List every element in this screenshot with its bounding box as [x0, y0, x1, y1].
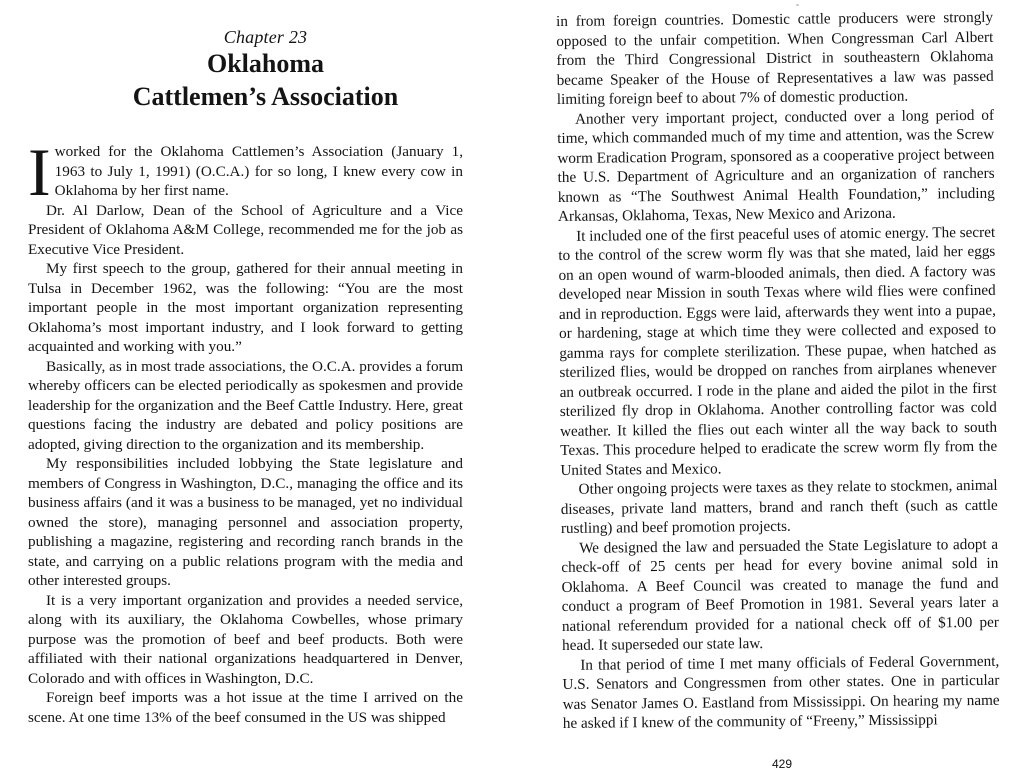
paragraph: Another very important project, conducted over a long period of time, which commanded much of my time and attention, was the Screw worm Eradication Program, sponsored as a cooperative project between the U.S. Department of Agriculture and an organization of ranchers known as “The Southwest Animal Health Foundation,” including Arkansas, Oklahoma, Texas, New Mexico and Arizona. — [557, 106, 995, 225]
paragraph: Basically, as in most trade associations, the O.C.A. provides a forum whereby officers can be elected periodically as spokesmen and provide leadership for the organization and the Beef Cattle Industry. Here, great questions facing the industry are debated and policy positions are adopted, giving direction to the organization and its membership. — [28, 357, 464, 453]
paragraph-continued: in from foreign countries. Domestic cattle producers were strongly opposed to the unfair competition. When Congressman Carl Albert from the Third Congressional District in southeastern Oklahoma became Speaker of the House of Representatives a law was passed limiting foreign beef to about 7% of domestic production. — [556, 8, 994, 108]
scan-speck — [796, 4, 799, 6]
chapter-title-line-2: Cattlemen’s Association — [132, 82, 399, 111]
right-page — [556, 8, 1000, 734]
paragraph — [28, 134, 463, 210]
paragraph: Foreign beef imports was a hot issue at the time I arrived on the scene. At one time 13% of the beef consumed in the US was shipped — [28, 689, 463, 726]
chapter-header — [28, 0, 463, 112]
paragraph: Dr. Al Darlow, Dean of the School of Agriculture and a Vice President of Oklahoma A&M College, recommended me for the job as Executive Vice President. — [28, 201, 463, 258]
paragraph: My first speech to the group, gathered for their annual meeting in Tulsa in December 1962, was the following: “You are the most important people in the most important organization representing Oklahoma’s most important industry, and I look forward to getting acquainted and working with you.” — [28, 260, 463, 355]
paragraph: In that period of time I met many officials of Federal Government, U.S. Senators and Congressmen from other states. One in particular was Senator James O. Eastland from Mississippi. On hearing my name he asked if I knew of the community of “Freeny,” Mississippi — [562, 652, 1000, 732]
paragraph: It included one of the first peaceful uses of atomic energy. The secret to the control of the screw worm fly was that she mated, laid her eggs on an open wound of warm-blooded animals, then died. A factory was developed near Mission in south Texas where wild flies were confined and in reproduction. Eggs were laid, afterwards they went into a pupae, or hardening, stage at which time they were collected and exposed to gamma rays for complete sterilization. These pupae, when hatched as sterilized flies, would be dropped on ranches from airplanes whenever an outbreak occurred. I rode in the plane and aided the pilot in the first sterilized fly drop in Oklahoma. Another controlling factor was cold weather. It killed the flies out each winter all the way back to south Texas. This procedure helped to eradicate the screw worm fly from the United States and Mexico. — [558, 223, 998, 479]
left-body-text — [28, 134, 464, 727]
paragraph: My responsibilities included lobbying the State legislature and members of Congress in Washington, D.C., managing the office and its business affairs (and it was a business to be managed, yet no individual owned the store), managing personnel and association property, publishing a magazine, registering and recording ranch brands in the state, and carrying on a public relations program with the media and other interested groups. — [28, 455, 463, 589]
paragraph: Other ongoing projects were taxes as they relate to stockmen, animal diseases, private land matters, brand and ranch theft (such as cattle rustling) and beef promotion projects. — [560, 476, 998, 537]
drop-cap: I — [28, 134, 51, 210]
paragraph-text: worked for the Oklahoma Cattlemen’s Association (January 1, 1963 to July 1, 1991) (O.C.A.) for so long, I knew every cow in Oklahoma by her first name. — [54, 143, 463, 199]
page-number: 429 — [772, 757, 793, 771]
chapter-label: Chapter 23 — [223, 27, 308, 47]
paragraph: We designed the law and persuaded the State Legislature to adopt a check-off of 25 cents per head for every bovine animal sold in Oklahoma. A Beef Council was created to manage the fund and conduct a program of Beef Promotion in 1981. Several years later a national referendum provided for a national check off of $1.00 per head. It superseded our state law. — [561, 535, 999, 654]
paragraph: It is a very important organization and provides a needed service, along with its auxiliary, the Oklahoma Cowbelles, whose primary purpose was the promotion of beef and beef products. Both were affiliated with their national organizations headquartered in Denver, Colorado and with offices in Washington, D.C. — [28, 591, 463, 687]
chapter-title-line-1: Oklahoma — [206, 49, 325, 78]
left-page — [28, 0, 463, 727]
